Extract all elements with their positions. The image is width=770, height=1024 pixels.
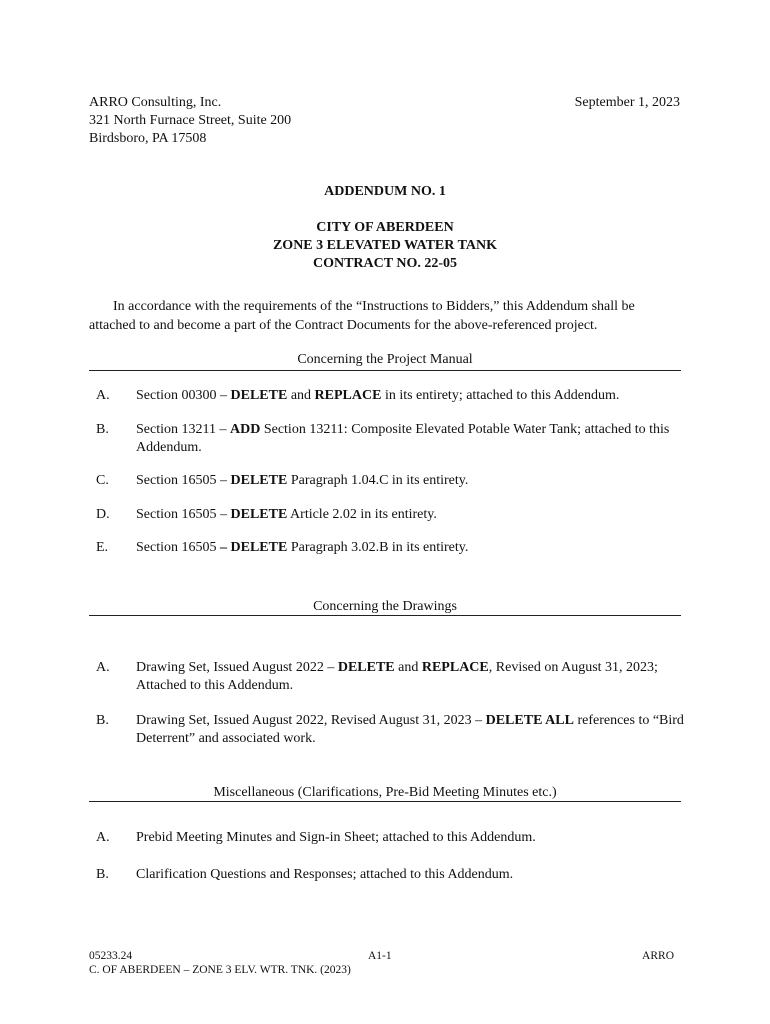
misc-item-a: Prebid Meeting Minutes and Sign-in Sheet; attached to this Addendum.	[136, 830, 536, 845]
section-divider	[89, 615, 681, 616]
pm-item-b: Section 13211 – ADD Section 13211: Composite Elevated Potable Water Tank; attached to this Addendum.	[136, 422, 670, 455]
pm-item-d: Section 16505 – DELETE Article 2.02 in its entirety.	[136, 507, 437, 522]
sender-street: 321 North Furnace Street, Suite 200	[89, 113, 292, 128]
misc-item-b-letter: B.	[96, 867, 109, 882]
section-divider	[89, 801, 681, 802]
footer-page-number: A1-1	[368, 950, 392, 962]
dw-item-a: Drawing Set, Issued August 2022 – DELETE and REPLACE, Revised on August 31, 2023; Attached to this Addendum.	[136, 660, 658, 693]
pm-item-c-letter: C.	[96, 473, 109, 488]
dw-item-b: Drawing Set, Issued August 2022, Revised August 31, 2023 – DELETE ALL references to “Bird Deterrent” and associated work.	[136, 713, 684, 746]
addendum-title: ADDENDUM NO. 1	[324, 184, 446, 199]
misc-item-b: Clarification Questions and Responses; attached to this Addendum.	[136, 867, 514, 882]
pm-item-e: Section 16505 – DELETE Paragraph 3.02.B in its entirety.	[136, 540, 469, 555]
project-title: ZONE 3 ELEVATED WATER TANK	[272, 238, 498, 253]
pm-item-a-letter: A.	[96, 388, 110, 403]
contract-title: CONTRACT NO. 22-05	[312, 256, 458, 271]
sender-city: Birdsboro, PA 17508	[89, 131, 207, 146]
intro-line-2: attached to and become a part of the Contract Documents for the above-referenced project.	[89, 318, 598, 333]
drawings-heading: Concerning the Drawings	[313, 599, 457, 614]
project-manual-heading: Concerning the Project Manual	[297, 352, 473, 367]
footer-firm: ARRO	[642, 950, 674, 962]
pm-item-d-letter: D.	[96, 507, 110, 522]
intro-line-1: In accordance with the requirements of the “Instructions to Bidders,” this Addendum shall be	[113, 299, 635, 314]
dw-item-a-letter: A.	[96, 660, 110, 675]
city-title: CITY OF ABERDEEN	[316, 220, 454, 235]
dw-item-b-letter: B.	[96, 713, 109, 728]
footer-project-short: C. OF ABERDEEN – ZONE 3 ELV. WTR. TNK. (2023)	[89, 964, 351, 976]
section-divider	[89, 370, 681, 371]
pm-item-a: Section 00300 – DELETE and REPLACE in its entirety; attached to this Addendum.	[136, 388, 620, 403]
misc-item-a-letter: A.	[96, 830, 110, 845]
misc-heading: Miscellaneous (Clarifications, Pre-Bid Meeting Minutes etc.)	[213, 785, 557, 800]
pm-item-e-letter: E.	[96, 540, 109, 555]
pm-item-c: Section 16505 – DELETE Paragraph 1.04.C in its entirety.	[136, 473, 469, 488]
sender-company: ARRO Consulting, Inc.	[89, 95, 222, 110]
document-date: September 1, 2023	[574, 95, 680, 110]
footer-job-number: 05233.24	[89, 950, 133, 962]
pm-item-b-letter: B.	[96, 422, 109, 437]
